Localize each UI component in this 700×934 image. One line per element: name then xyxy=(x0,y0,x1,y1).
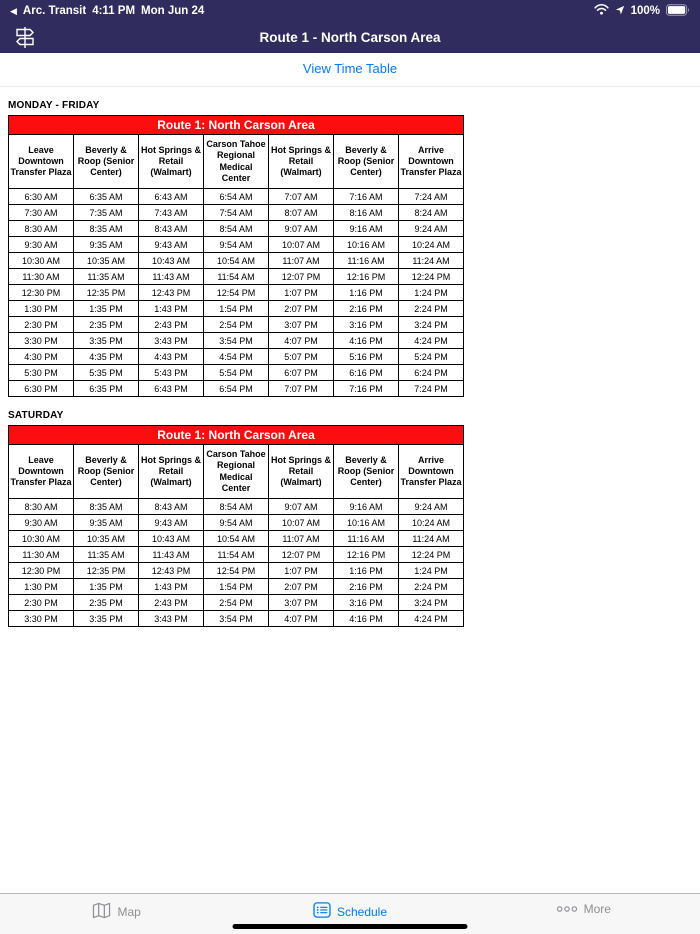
table-title-row xyxy=(9,116,464,135)
column-header: Hot Springs & Retail (Walmart) xyxy=(139,135,204,189)
time-cell: 2:07 PM xyxy=(269,301,334,317)
time-cell: 8:16 AM xyxy=(334,205,399,221)
more-icon xyxy=(556,902,578,916)
time-cell: 5:16 PM xyxy=(334,349,399,365)
time-cell: 1:54 PM xyxy=(204,301,269,317)
time-cell: 3:16 PM xyxy=(334,317,399,333)
time-cell: 4:16 PM xyxy=(334,333,399,349)
time-cell: 3:43 PM xyxy=(139,611,204,627)
time-cell: 4:24 PM xyxy=(399,611,464,627)
time-cell: 7:16 AM xyxy=(334,189,399,205)
time-cell: 11:07 AM xyxy=(269,531,334,547)
time-cell: 3:30 PM xyxy=(9,333,74,349)
time-cell: 7:54 AM xyxy=(204,205,269,221)
table-row xyxy=(9,547,464,563)
time-cell: 9:35 AM xyxy=(74,237,139,253)
time-cell: 11:16 AM xyxy=(334,531,399,547)
table-row xyxy=(9,237,464,253)
time-cell: 10:30 AM xyxy=(9,531,74,547)
time-cell: 1:16 PM xyxy=(334,285,399,301)
time-cell: 12:54 PM xyxy=(204,285,269,301)
time-cell: 12:16 PM xyxy=(334,547,399,563)
column-header: Hot Springs & Retail (Walmart) xyxy=(269,445,334,499)
time-cell: 7:07 AM xyxy=(269,189,334,205)
time-cell: 11:54 AM xyxy=(204,547,269,563)
time-cell: 2:35 PM xyxy=(74,595,139,611)
tab-schedule[interactable] xyxy=(233,902,466,921)
time-cell: 6:30 PM xyxy=(9,381,74,397)
time-cell: 8:43 AM xyxy=(139,499,204,515)
column-header: Arrive Downtown Transfer Plaza xyxy=(399,135,464,189)
column-header: Carson Tahoe Regional Medical Center xyxy=(204,445,269,499)
time-cell: 3:54 PM xyxy=(204,611,269,627)
schedule-section xyxy=(0,100,700,397)
time-cell: 3:30 PM xyxy=(9,611,74,627)
time-cell: 8:54 AM xyxy=(204,221,269,237)
time-cell: 9:16 AM xyxy=(334,499,399,515)
time-cell: 10:54 AM xyxy=(204,531,269,547)
column-header: Arrive Downtown Transfer Plaza xyxy=(399,445,464,499)
table-row xyxy=(9,317,464,333)
time-cell: 12:43 PM xyxy=(139,285,204,301)
time-cell: 12:35 PM xyxy=(74,563,139,579)
back-icon: ◀ xyxy=(10,5,17,16)
time-cell: 2:43 PM xyxy=(139,317,204,333)
time-cell: 11:35 AM xyxy=(74,269,139,285)
time-cell: 7:07 PM xyxy=(269,381,334,397)
back-to-app-button[interactable] xyxy=(10,5,204,17)
time-cell: 9:54 AM xyxy=(204,237,269,253)
view-time-table-link[interactable]: View Time Table xyxy=(302,61,398,76)
time-cell: 1:16 PM xyxy=(334,563,399,579)
table-row xyxy=(9,611,464,627)
table-row xyxy=(9,269,464,285)
time-cell: 1:35 PM xyxy=(74,301,139,317)
table-row xyxy=(9,253,464,269)
time-cell: 7:16 PM xyxy=(334,381,399,397)
time-cell: 12:35 PM xyxy=(74,285,139,301)
time-cell: 10:07 AM xyxy=(269,515,334,531)
column-header: Leave Downtown Transfer Plaza xyxy=(9,445,74,499)
schedule-table xyxy=(8,115,464,397)
time-cell: 4:07 PM xyxy=(269,333,334,349)
battery-percent: 100% xyxy=(630,5,660,17)
time-cell: 11:35 AM xyxy=(74,547,139,563)
tab-more-label: More xyxy=(583,902,611,916)
time-cell: 8:54 AM xyxy=(204,499,269,515)
time-cell: 6:35 AM xyxy=(74,189,139,205)
status-indicators xyxy=(594,4,690,19)
time-cell: 12:16 PM xyxy=(334,269,399,285)
table-title: Route 1: North Carson Area xyxy=(9,426,464,445)
time-cell: 3:35 PM xyxy=(74,611,139,627)
time-cell: 3:24 PM xyxy=(399,317,464,333)
time-cell: 2:16 PM xyxy=(334,301,399,317)
schedule-sections xyxy=(0,100,700,687)
time-cell: 5:54 PM xyxy=(204,365,269,381)
table-row xyxy=(9,595,464,611)
column-header: Beverly & Roop (Senior Center) xyxy=(334,135,399,189)
time-cell: 8:07 AM xyxy=(269,205,334,221)
time-cell: 9:30 AM xyxy=(9,515,74,531)
time-cell: 3:07 PM xyxy=(269,317,334,333)
view-time-table-row xyxy=(0,53,700,87)
time-cell: 8:30 AM xyxy=(9,221,74,237)
table-row xyxy=(9,531,464,547)
time-cell: 6:43 PM xyxy=(139,381,204,397)
signpost-icon xyxy=(12,26,38,54)
time-cell: 2:30 PM xyxy=(9,317,74,333)
time-cell: 1:43 PM xyxy=(139,301,204,317)
time-cell: 11:30 AM xyxy=(9,269,74,285)
status-time: 4:11 PM xyxy=(92,5,136,17)
time-cell: 7:30 AM xyxy=(9,205,74,221)
time-cell: 1:54 PM xyxy=(204,579,269,595)
time-cell: 7:43 AM xyxy=(139,205,204,221)
time-cell: 2:24 PM xyxy=(399,301,464,317)
time-cell: 8:43 AM xyxy=(139,221,204,237)
page-title: Route 1 - North Carson Area xyxy=(259,30,441,45)
time-cell: 11:30 AM xyxy=(9,547,74,563)
time-cell: 4:30 PM xyxy=(9,349,74,365)
time-cell: 11:43 AM xyxy=(139,547,204,563)
time-cell: 8:35 AM xyxy=(74,221,139,237)
time-cell: 1:30 PM xyxy=(9,301,74,317)
column-header: Beverly & Roop (Senior Center) xyxy=(74,445,139,499)
time-cell: 12:30 PM xyxy=(9,563,74,579)
time-cell: 12:54 PM xyxy=(204,563,269,579)
time-cell: 4:07 PM xyxy=(269,611,334,627)
table-row xyxy=(9,365,464,381)
time-cell: 7:35 AM xyxy=(74,205,139,221)
time-cell: 9:43 AM xyxy=(139,515,204,531)
time-cell: 11:24 AM xyxy=(399,531,464,547)
time-cell: 5:24 PM xyxy=(399,349,464,365)
time-cell: 10:54 AM xyxy=(204,253,269,269)
tab-more[interactable] xyxy=(467,902,700,916)
time-cell: 12:07 PM xyxy=(269,547,334,563)
time-cell: 6:54 PM xyxy=(204,381,269,397)
column-header: Beverly & Roop (Senior Center) xyxy=(74,135,139,189)
time-cell: 3:54 PM xyxy=(204,333,269,349)
time-cell: 4:16 PM xyxy=(334,611,399,627)
time-cell: 5:07 PM xyxy=(269,349,334,365)
time-cell: 9:24 AM xyxy=(399,221,464,237)
time-cell: 2:07 PM xyxy=(269,579,334,595)
table-body xyxy=(9,189,464,397)
time-cell: 2:43 PM xyxy=(139,595,204,611)
wifi-icon xyxy=(594,4,609,18)
time-cell: 5:35 PM xyxy=(74,365,139,381)
table-header-row xyxy=(9,135,464,189)
time-cell: 11:54 AM xyxy=(204,269,269,285)
column-header: Beverly & Roop (Senior Center) xyxy=(334,445,399,499)
top-chrome xyxy=(0,0,700,53)
time-cell: 6:35 PM xyxy=(74,381,139,397)
time-cell: 1:24 PM xyxy=(399,285,464,301)
table-row xyxy=(9,579,464,595)
table-row xyxy=(9,333,464,349)
time-cell: 3:35 PM xyxy=(74,333,139,349)
time-cell: 9:16 AM xyxy=(334,221,399,237)
section-label: SATURDAY xyxy=(8,410,64,421)
time-cell: 7:24 PM xyxy=(399,381,464,397)
table-row xyxy=(9,221,464,237)
time-cell: 10:24 AM xyxy=(399,515,464,531)
table-row xyxy=(9,285,464,301)
status-date: Mon Jun 24 xyxy=(141,5,205,17)
map-icon xyxy=(92,902,111,922)
home-indicator[interactable] xyxy=(233,924,468,929)
time-cell: 1:07 PM xyxy=(269,563,334,579)
time-cell: 11:16 AM xyxy=(334,253,399,269)
time-cell: 10:24 AM xyxy=(399,237,464,253)
time-cell: 10:07 AM xyxy=(269,237,334,253)
time-cell: 3:07 PM xyxy=(269,595,334,611)
time-cell: 12:24 PM xyxy=(399,269,464,285)
time-cell: 6:30 AM xyxy=(9,189,74,205)
time-cell: 9:30 AM xyxy=(9,237,74,253)
time-cell: 2:54 PM xyxy=(204,317,269,333)
location-icon xyxy=(615,5,625,18)
tab-map[interactable] xyxy=(0,902,233,922)
time-cell: 7:24 AM xyxy=(399,189,464,205)
table-body xyxy=(9,499,464,627)
time-cell: 11:07 AM xyxy=(269,253,334,269)
time-cell: 9:07 AM xyxy=(269,221,334,237)
table-header-row xyxy=(9,445,464,499)
time-cell: 3:43 PM xyxy=(139,333,204,349)
time-cell: 10:35 AM xyxy=(74,253,139,269)
time-cell: 6:16 PM xyxy=(334,365,399,381)
table-row xyxy=(9,189,464,205)
time-cell: 1:35 PM xyxy=(74,579,139,595)
time-cell: 4:24 PM xyxy=(399,333,464,349)
time-cell: 9:24 AM xyxy=(399,499,464,515)
table-row xyxy=(9,381,464,397)
table-row xyxy=(9,499,464,515)
time-cell: 3:16 PM xyxy=(334,595,399,611)
time-cell: 9:07 AM xyxy=(269,499,334,515)
time-cell: 6:24 PM xyxy=(399,365,464,381)
time-cell: 8:35 AM xyxy=(74,499,139,515)
battery-icon xyxy=(666,4,690,19)
time-cell: 6:43 AM xyxy=(139,189,204,205)
table-title: Route 1: North Carson Area xyxy=(9,116,464,135)
schedule-table xyxy=(8,425,464,627)
time-cell: 9:54 AM xyxy=(204,515,269,531)
time-cell: 8:30 AM xyxy=(9,499,74,515)
time-cell: 4:43 PM xyxy=(139,349,204,365)
time-cell: 4:54 PM xyxy=(204,349,269,365)
schedule-section xyxy=(0,410,700,627)
time-cell: 10:35 AM xyxy=(74,531,139,547)
time-cell: 2:35 PM xyxy=(74,317,139,333)
column-header: Hot Springs & Retail (Walmart) xyxy=(139,445,204,499)
time-cell: 6:07 PM xyxy=(269,365,334,381)
column-header: Carson Tahoe Regional Medical Center xyxy=(204,135,269,189)
time-cell: 12:30 PM xyxy=(9,285,74,301)
time-cell: 4:35 PM xyxy=(74,349,139,365)
time-cell: 5:43 PM xyxy=(139,365,204,381)
status-bar xyxy=(0,0,700,22)
time-cell: 10:43 AM xyxy=(139,531,204,547)
table-row xyxy=(9,205,464,221)
time-cell: 2:54 PM xyxy=(204,595,269,611)
time-cell: 10:16 AM xyxy=(334,237,399,253)
time-cell: 3:24 PM xyxy=(399,595,464,611)
time-cell: 1:43 PM xyxy=(139,579,204,595)
table-title-row xyxy=(9,426,464,445)
column-header: Hot Springs & Retail (Walmart) xyxy=(269,135,334,189)
time-cell: 1:07 PM xyxy=(269,285,334,301)
time-cell: 12:24 PM xyxy=(399,547,464,563)
section-label: MONDAY - FRIDAY xyxy=(8,100,100,111)
tab-schedule-label: Schedule xyxy=(336,904,388,919)
time-cell: 10:30 AM xyxy=(9,253,74,269)
time-cell: 11:43 AM xyxy=(139,269,204,285)
time-cell: 10:16 AM xyxy=(334,515,399,531)
time-cell: 11:24 AM xyxy=(399,253,464,269)
time-cell: 9:35 AM xyxy=(74,515,139,531)
column-header: Leave Downtown Transfer Plaza xyxy=(9,135,74,189)
time-cell: 1:24 PM xyxy=(399,563,464,579)
time-cell: 12:07 PM xyxy=(269,269,334,285)
table-row xyxy=(9,563,464,579)
time-cell: 12:43 PM xyxy=(139,563,204,579)
time-cell: 8:24 AM xyxy=(399,205,464,221)
time-cell: 6:54 AM xyxy=(204,189,269,205)
table-row xyxy=(9,349,464,365)
time-cell: 1:30 PM xyxy=(9,579,74,595)
time-cell: 2:24 PM xyxy=(399,579,464,595)
time-cell: 2:30 PM xyxy=(9,595,74,611)
tab-map-label: Map xyxy=(117,905,141,919)
nav-bar xyxy=(0,22,700,53)
table-row xyxy=(9,515,464,531)
table-row xyxy=(9,301,464,317)
schedule-icon xyxy=(313,902,331,921)
time-cell: 9:43 AM xyxy=(139,237,204,253)
time-cell: 2:16 PM xyxy=(334,579,399,595)
time-cell: 10:43 AM xyxy=(139,253,204,269)
back-app-label: Arc. Transit xyxy=(22,5,87,17)
time-cell: 5:30 PM xyxy=(9,365,74,381)
